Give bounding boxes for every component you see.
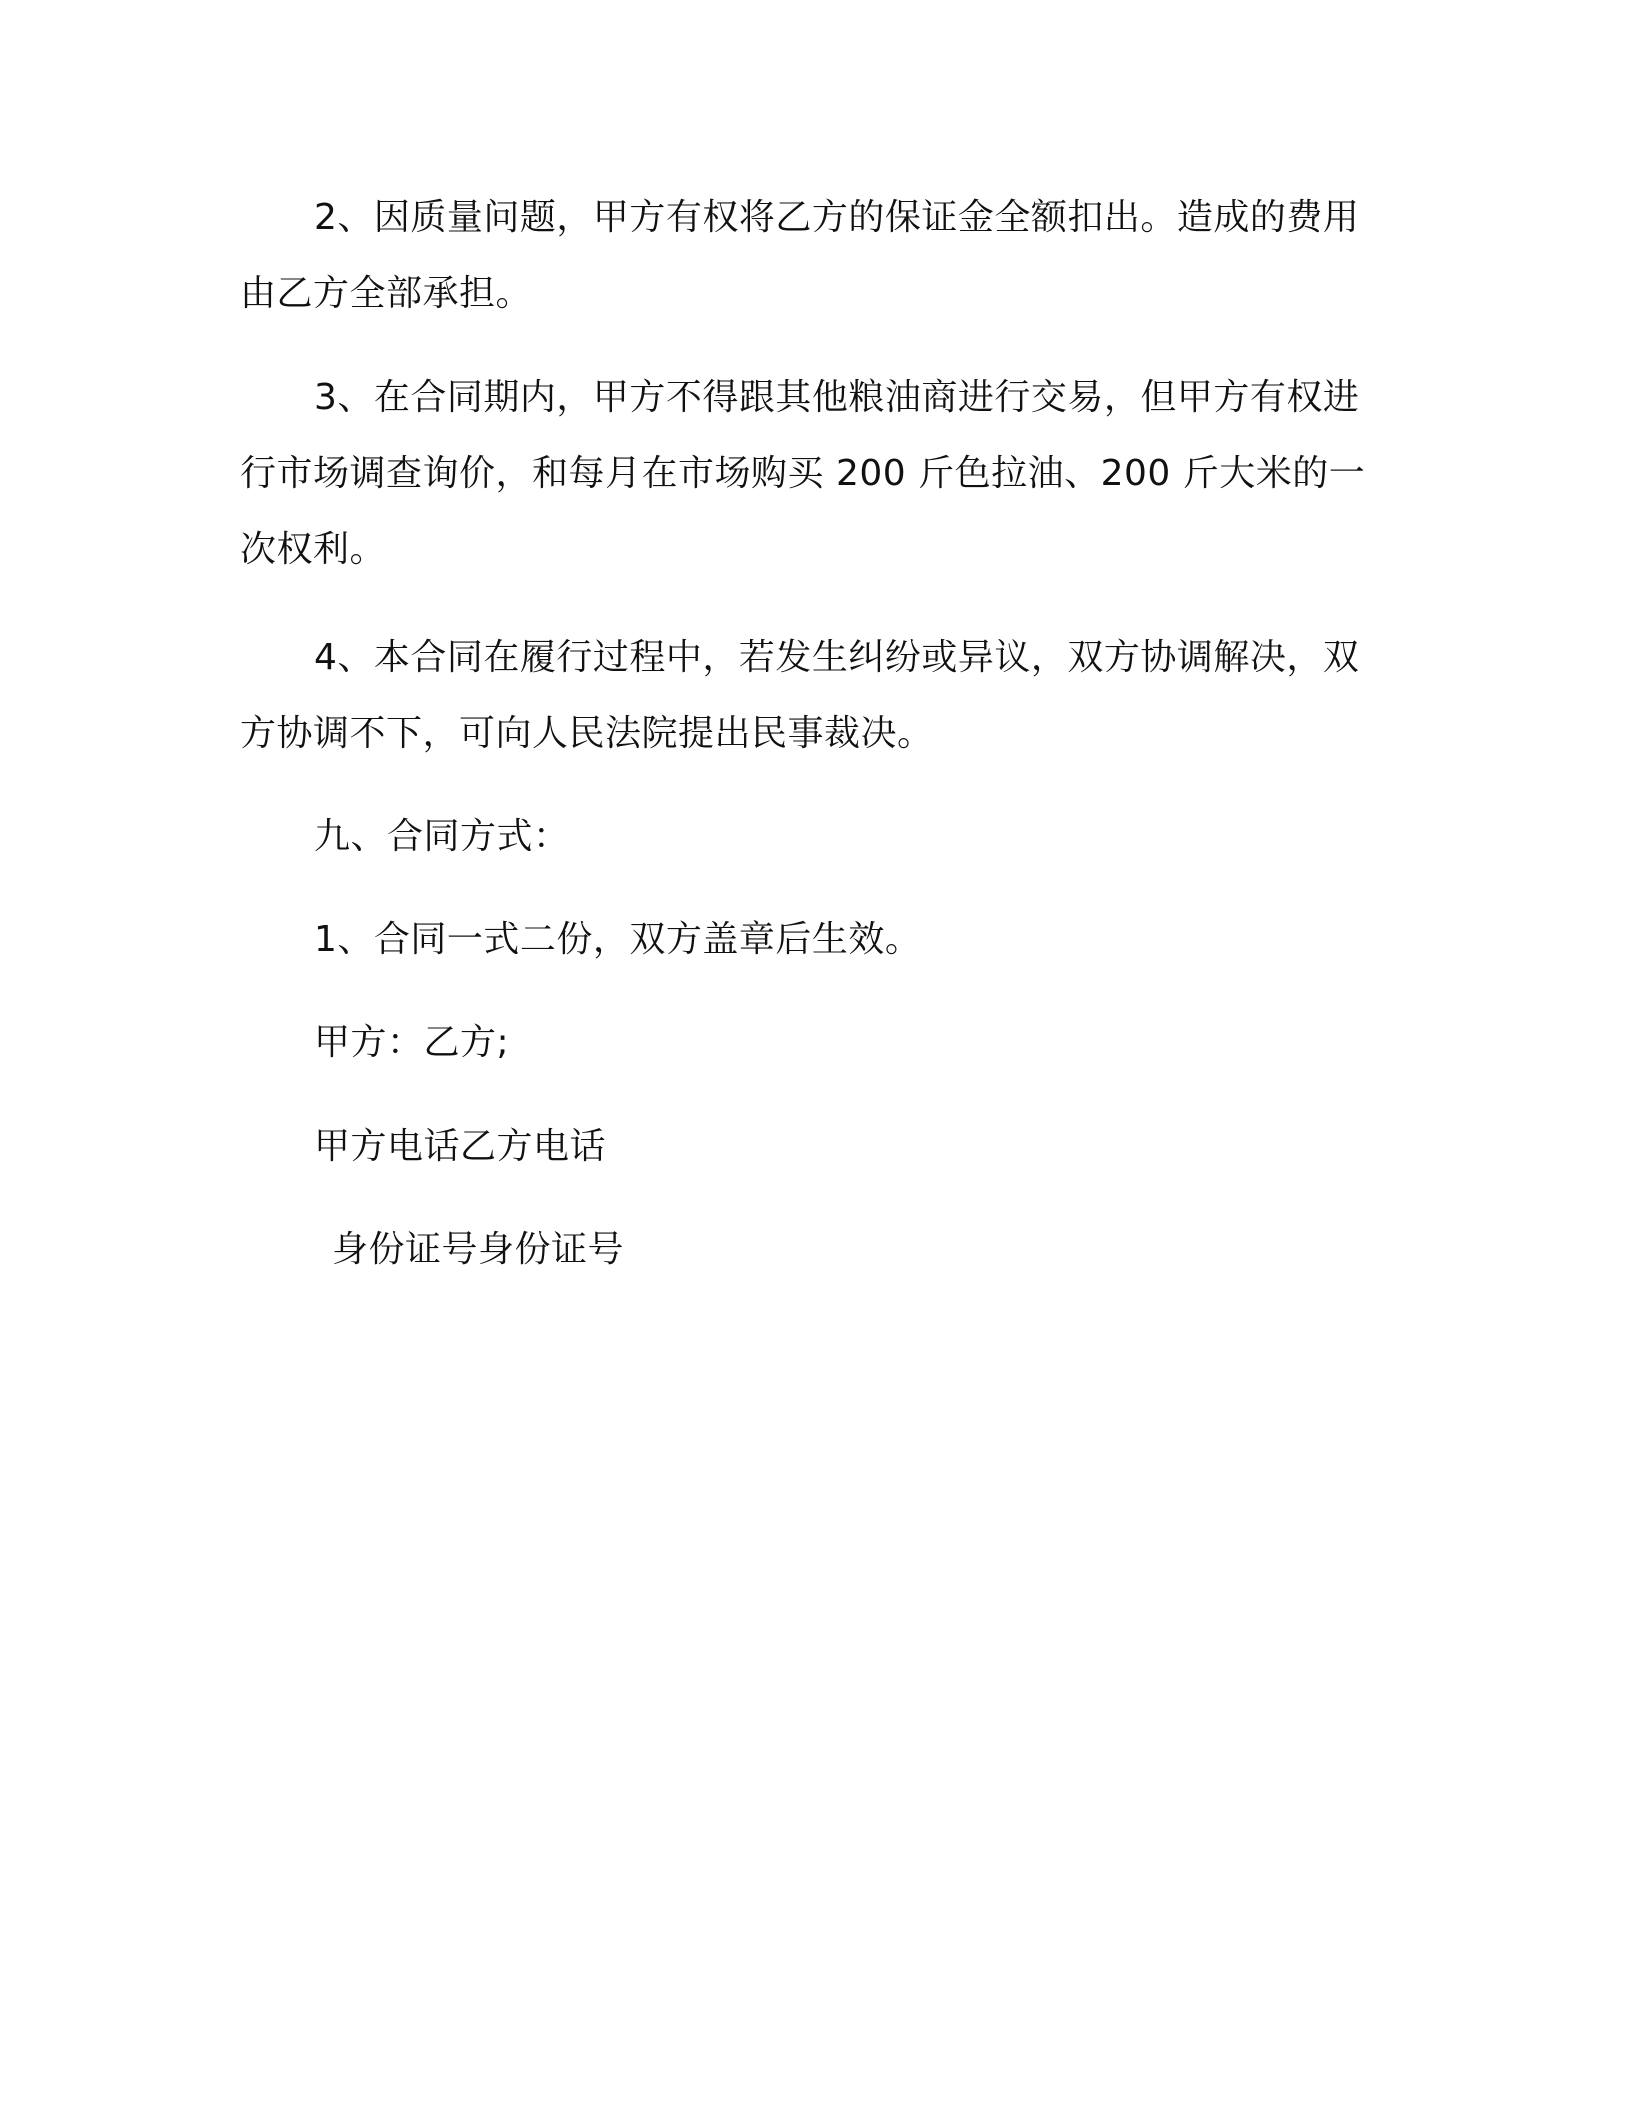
parties-line: 甲方：乙方; <box>314 1022 510 1063</box>
section-9-item-1: 1、合同一式二份，双方盖章后生效。 <box>314 919 922 960</box>
section-9-heading: 九、合同方式： <box>314 816 570 857</box>
id-number-line: 身份证号身份证号 <box>332 1229 625 1270</box>
clause-2-paragraph: 2、因质量问题，甲方有权将乙方的保证金全额扣出。造成的费用由乙方全部承担。 <box>240 197 1360 314</box>
phone-line: 甲方电话乙方电话 <box>314 1126 607 1167</box>
clause-4-paragraph: 4、本合同在履行过程中，若发生纠纷或异议，双方协调解决，双方协调不下，可向人民法院提出民事裁决。 <box>240 637 1360 754</box>
clause-3-paragraph: 3、在合同期内，甲方不得跟其他粮油商进行交易，但甲方有权进行市场调查询价，和每月在市场购买 200 斤色拉油、200 斤大米的一次权利。 <box>240 377 1366 570</box>
